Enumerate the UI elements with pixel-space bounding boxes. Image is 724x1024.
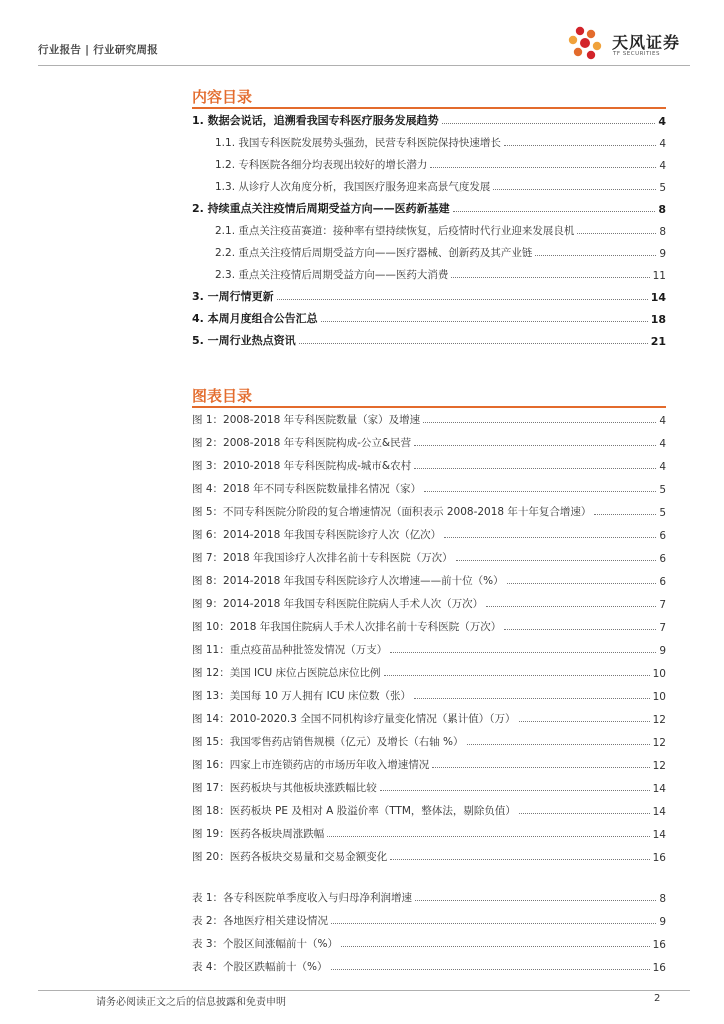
toc-entry-1-3[interactable]: 1.3. 从诊疗人次角度分析，我国医疗服务迎来高景气度发展 5 [215,181,666,194]
toc-entry-2-2[interactable]: 2.2. 重点关注疫情后周期受益方向——医疗器械、创新药及其产业链 9 [215,247,666,260]
toc-entry-1-1[interactable]: 1.1. 我国专科医院发展势头强劲，民营专科医院保持快速增长 4 [215,137,666,150]
figure-entry-18[interactable]: 图 18：医药板块 PE 及相对 A 股溢价率（TTM，整体法，剔除负值） 14 [192,805,666,818]
table-entry-3[interactable]: 表 3：个股区间涨幅前十（%） 16 [192,938,666,951]
figure-entry-9[interactable]: 图 9：2014-2018 年我国专科医院住院病人手术人次（万次） 7 [192,598,666,611]
figure-entry-7[interactable]: 图 7：2018 年我国诊疗人次排名前十专科医院（万次） 6 [192,552,666,565]
toc-title-rule [192,107,666,109]
figures-title-rule [192,406,666,408]
header-divider [38,65,690,66]
footer-disclaimer: 请务必阅读正文之后的信息披露和免责申明 [96,997,286,1008]
figures-title: 图表目录 [192,387,253,405]
toc-title: 内容目录 [192,88,253,106]
figure-entry-16[interactable]: 图 16：四家上市连锁药店的市场历年收入增速情况 12 [192,759,666,772]
table-entry-1[interactable]: 表 1：各专科医院单季度收入与归母净利润增速 8 [192,892,666,905]
figure-entry-20[interactable]: 图 20：医药各板块交易量和交易金额变化 16 [192,851,666,864]
figure-entry-3[interactable]: 图 3：2010-2018 年专科医院构成-城市&农村 4 [192,460,666,473]
toc-entry-2-3[interactable]: 2.3. 重点关注疫情后周期受益方向——医药大消费 11 [215,269,666,282]
figure-entry-14[interactable]: 图 14：2010-2020.3 全国不同机构诊疗量变化情况（累计值）（万） 12 [192,713,666,726]
toc-entry-4[interactable]: 4. 本周月度组合公告汇总 18 [192,312,666,326]
toc-entry-5[interactable]: 5. 一周行业热点资讯 21 [192,334,666,348]
figure-entry-5[interactable]: 图 5：不同专科医院分阶段的复合增速情况（面积表示 2008-2018 年十年复合增速） 5 [192,506,666,519]
toc-entry-2-1[interactable]: 2.1. 重点关注疫苗赛道：接种率有望持续恢复，后疫情时代行业迎来发展良机 8 [215,225,666,238]
figure-entry-4[interactable]: 图 4：2018 年不同专科医院数量排名情况（家） 5 [192,483,666,496]
toc-entry-1[interactable]: 1. 数据会说话，追溯看我国专科医疗服务发展趋势 4 [192,114,666,128]
footer-divider [38,990,690,991]
logo-text-cn: 天风证券 [612,33,681,52]
figure-entry-19[interactable]: 图 19：医药各板块周涨跌幅 14 [192,828,666,841]
toc-entry-3[interactable]: 3. 一周行情更新 14 [192,290,666,304]
figure-entry-8[interactable]: 图 8：2014-2018 年我国专科医院诊疗人次增速——前十位（%） 6 [192,575,666,588]
figure-entry-10[interactable]: 图 10：2018 年我国住院病人手术人次排名前十专科医院（万次） 7 [192,621,666,634]
figure-entry-2[interactable]: 图 2：2008-2018 年专科医院构成-公立&民营 4 [192,437,666,450]
page-number: 2 [654,993,661,1004]
figure-entry-12[interactable]: 图 12：美国 ICU 床位占医院总床位比例 10 [192,667,666,680]
figure-entry-13[interactable]: 图 13：美国每 10 万人拥有 ICU 床位数（张） 10 [192,690,666,703]
figure-entry-11[interactable]: 图 11：重点疫苗品种批签发情况（万支） 9 [192,644,666,657]
toc-entry-1-2[interactable]: 1.2. 专科医院各细分均表现出较好的增长潜力 4 [215,159,666,172]
table-entry-4[interactable]: 表 4：个股区跌幅前十（%） 16 [192,961,666,974]
logo-text-en: TF SECURITIES [613,51,660,57]
report-category: 行业报告 | 行业研究周报 [38,44,159,56]
figure-entry-17[interactable]: 图 17：医药板块与其他板块涨跌幅比较 14 [192,782,666,795]
toc-entry-2[interactable]: 2. 持续重点关注疫情后周期受益方向——医药新基建 8 [192,202,666,216]
table-entry-2[interactable]: 表 2：各地医疗相关建设情况 9 [192,915,666,928]
figure-entry-1[interactable]: 图 1：2008-2018 年专科医院数量（家）及增速 4 [192,414,666,427]
figure-entry-6[interactable]: 图 6：2014-2018 年我国专科医院诊疗人次（亿次） 6 [192,529,666,542]
figure-entry-15[interactable]: 图 15：我国零售药店销售规模（亿元）及增长（右轴 %） 12 [192,736,666,749]
